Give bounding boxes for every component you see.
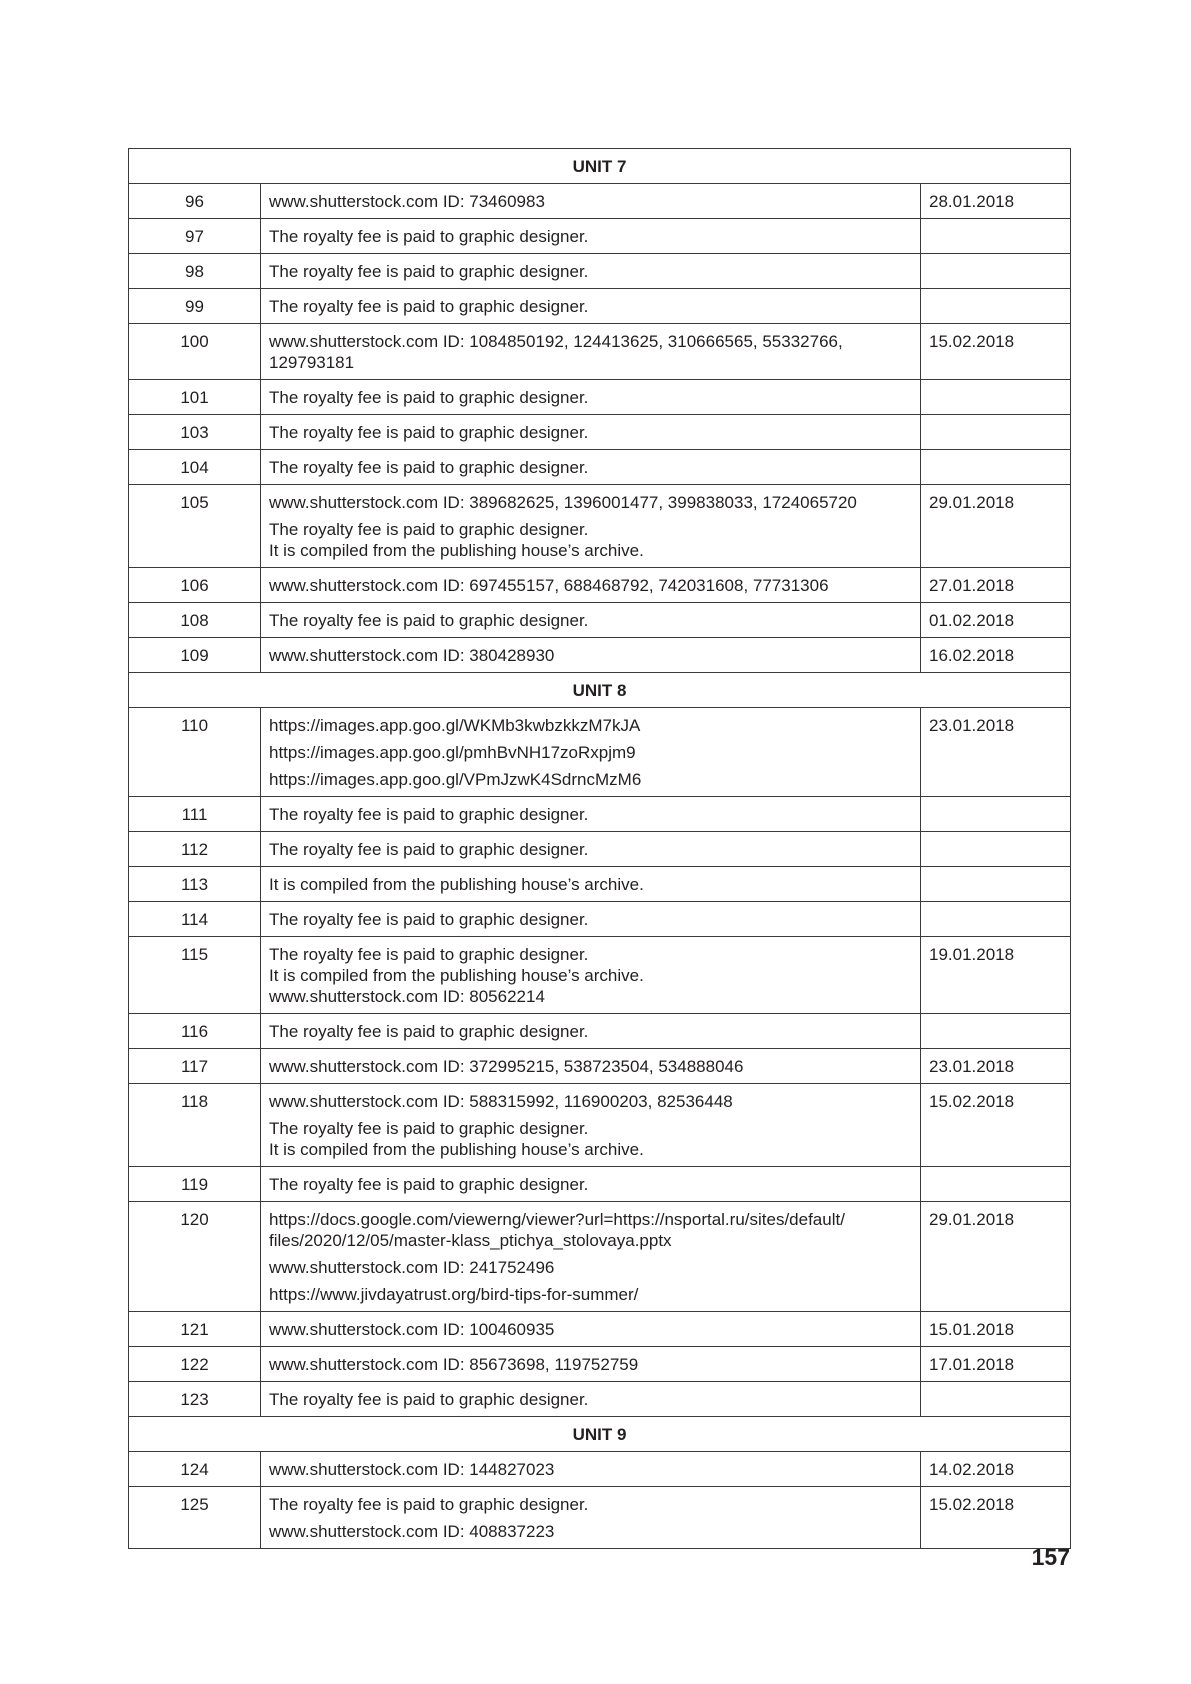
source-cell — [261, 1452, 921, 1487]
access-date — [921, 289, 1071, 324]
illustration-number: 96 — [129, 184, 261, 219]
illustration-number: 112 — [129, 832, 261, 867]
source-cell — [261, 832, 921, 867]
table-row — [129, 1084, 1071, 1167]
table-row — [129, 708, 1071, 797]
source-cell — [261, 1487, 921, 1549]
source-cell — [261, 708, 921, 797]
source-cell — [261, 1202, 921, 1312]
illustration-number: 113 — [129, 867, 261, 902]
access-date — [921, 380, 1071, 415]
source-line: The royalty fee is paid to graphic designer. — [269, 227, 589, 246]
access-date: 28.01.2018 — [921, 184, 1071, 219]
source-line: www.shutterstock.com ID: 85673698, 119752759 — [269, 1355, 639, 1374]
unit-heading-row — [129, 149, 1071, 184]
source-line: The royalty fee is paid to graphic designer. — [269, 945, 589, 964]
source-line: It is compiled from the publishing house’s archive. — [269, 541, 644, 560]
source-line: www.shutterstock.com ID: 80562214 — [269, 987, 545, 1006]
access-date: 15.01.2018 — [921, 1312, 1071, 1347]
access-date: 16.02.2018 — [921, 638, 1071, 673]
source-line: https://docs.google.com/viewerng/viewer?url=https://nsportal.ru/sites/default/ — [269, 1210, 845, 1229]
source-line: www.shutterstock.com ID: 389682625, 1396001477, 399838033, 1724065720 — [269, 493, 857, 512]
source-line: https://images.app.goo.gl/pmhBvNH17zoRxpjm9 — [269, 743, 636, 762]
source-cell — [261, 568, 921, 603]
source-line: files/2020/12/05/master-klass_ptichya_stolovaya.pptx — [269, 1231, 672, 1250]
source-cell — [261, 184, 921, 219]
table-row — [129, 1382, 1071, 1417]
illustration-number: 111 — [129, 797, 261, 832]
table-row — [129, 1312, 1071, 1347]
access-date: 23.01.2018 — [921, 1049, 1071, 1084]
source-line: The royalty fee is paid to graphic designer. — [269, 458, 589, 477]
access-date — [921, 832, 1071, 867]
access-date: 15.02.2018 — [921, 1084, 1071, 1167]
table-row — [129, 937, 1071, 1014]
table-row — [129, 638, 1071, 673]
illustration-number: 124 — [129, 1452, 261, 1487]
source-line: It is compiled from the publishing house’s archive. — [269, 875, 644, 894]
table-row — [129, 485, 1071, 568]
unit-heading: UNIT 8 — [129, 673, 1071, 708]
source-line: www.shutterstock.com ID: 100460935 — [269, 1320, 555, 1339]
source-line: The royalty fee is paid to graphic designer. — [269, 611, 589, 630]
source-line: www.shutterstock.com ID: 1084850192, 124413625, 310666565, 55332766, — [269, 332, 843, 351]
unit-heading-row — [129, 1417, 1071, 1452]
table-row — [129, 902, 1071, 937]
source-line: The royalty fee is paid to graphic designer. — [269, 388, 589, 407]
source-cell — [261, 867, 921, 902]
access-date — [921, 1167, 1071, 1202]
illustration-number: 108 — [129, 603, 261, 638]
illustration-number: 118 — [129, 1084, 261, 1167]
access-date — [921, 254, 1071, 289]
source-cell — [261, 415, 921, 450]
table-row — [129, 1347, 1071, 1382]
illustration-number: 98 — [129, 254, 261, 289]
source-line: It is compiled from the publishing house’s archive. — [269, 966, 644, 985]
table-row — [129, 184, 1071, 219]
table-row — [129, 867, 1071, 902]
table-row — [129, 1487, 1071, 1549]
table-row — [129, 797, 1071, 832]
illustration-number: 122 — [129, 1347, 261, 1382]
source-line: The royalty fee is paid to graphic designer. — [269, 910, 589, 929]
source-cell — [261, 324, 921, 380]
source-cell — [261, 289, 921, 324]
unit-heading: UNIT 9 — [129, 1417, 1071, 1452]
illustration-number: 97 — [129, 219, 261, 254]
illustration-number: 125 — [129, 1487, 261, 1549]
source-cell — [261, 380, 921, 415]
illustration-number: 119 — [129, 1167, 261, 1202]
unit-heading: UNIT 7 — [129, 149, 1071, 184]
access-date — [921, 450, 1071, 485]
source-cell — [261, 638, 921, 673]
illustration-number: 109 — [129, 638, 261, 673]
source-line: www.shutterstock.com ID: 380428930 — [269, 646, 555, 665]
source-line: The royalty fee is paid to graphic designer. — [269, 1119, 589, 1138]
table-row — [129, 1049, 1071, 1084]
source-line: It is compiled from the publishing house’s archive. — [269, 1140, 644, 1159]
illustration-number: 99 — [129, 289, 261, 324]
source-line: www.shutterstock.com ID: 372995215, 538723504, 534888046 — [269, 1057, 744, 1076]
source-line: www.shutterstock.com ID: 408837223 — [269, 1522, 555, 1541]
illustration-number: 115 — [129, 937, 261, 1014]
source-cell — [261, 450, 921, 485]
access-date: 15.02.2018 — [921, 1487, 1071, 1549]
source-cell — [261, 1347, 921, 1382]
access-date: 14.02.2018 — [921, 1452, 1071, 1487]
illustration-number: 104 — [129, 450, 261, 485]
table-row — [129, 254, 1071, 289]
source-line: The royalty fee is paid to graphic designer. — [269, 840, 589, 859]
access-date: 17.01.2018 — [921, 1347, 1071, 1382]
source-line: The royalty fee is paid to graphic designer. — [269, 297, 589, 316]
source-line: https://www.jivdayatrust.org/bird-tips-for-summer/ — [269, 1285, 639, 1304]
access-date: 29.01.2018 — [921, 1202, 1071, 1312]
table-row — [129, 380, 1071, 415]
illustration-number: 101 — [129, 380, 261, 415]
illustration-number: 100 — [129, 324, 261, 380]
source-line: 129793181 — [269, 353, 355, 372]
access-date — [921, 415, 1071, 450]
credits-table — [128, 148, 1071, 1549]
source-cell — [261, 1014, 921, 1049]
access-date — [921, 797, 1071, 832]
access-date — [921, 1382, 1071, 1417]
illustration-number: 121 — [129, 1312, 261, 1347]
source-line: The royalty fee is paid to graphic designer. — [269, 1022, 589, 1041]
source-line: www.shutterstock.com ID: 697455157, 688468792, 742031608, 77731306 — [269, 576, 829, 595]
table-row — [129, 832, 1071, 867]
illustration-number: 117 — [129, 1049, 261, 1084]
source-cell — [261, 1049, 921, 1084]
illustration-number: 110 — [129, 708, 261, 797]
access-date — [921, 219, 1071, 254]
source-cell — [261, 219, 921, 254]
illustration-number: 123 — [129, 1382, 261, 1417]
table-row — [129, 568, 1071, 603]
access-date — [921, 902, 1071, 937]
source-line: www.shutterstock.com ID: 144827023 — [269, 1460, 555, 1479]
source-line: The royalty fee is paid to graphic designer. — [269, 423, 589, 442]
illustration-number: 105 — [129, 485, 261, 568]
table-row — [129, 1202, 1071, 1312]
source-line: The royalty fee is paid to graphic designer. — [269, 1390, 589, 1409]
access-date: 19.01.2018 — [921, 937, 1071, 1014]
source-line: The royalty fee is paid to graphic designer. — [269, 262, 589, 281]
access-date — [921, 1014, 1071, 1049]
table-row — [129, 450, 1071, 485]
source-cell — [261, 254, 921, 289]
source-cell — [261, 603, 921, 638]
table-row — [129, 603, 1071, 638]
source-cell — [261, 1084, 921, 1167]
source-cell — [261, 797, 921, 832]
source-cell — [261, 1167, 921, 1202]
source-cell — [261, 485, 921, 568]
table-row — [129, 1167, 1071, 1202]
source-line: The royalty fee is paid to graphic designer. — [269, 1175, 589, 1194]
source-line: https://images.app.goo.gl/VPmJzwK4SdrncMzM6 — [269, 770, 642, 789]
access-date: 23.01.2018 — [921, 708, 1071, 797]
table-row — [129, 289, 1071, 324]
source-cell — [261, 1312, 921, 1347]
source-line: The royalty fee is paid to graphic designer. — [269, 1495, 589, 1514]
illustration-number: 120 — [129, 1202, 261, 1312]
source-cell — [261, 902, 921, 937]
source-line: https://images.app.goo.gl/WKMb3kwbzkkzM7kJA — [269, 716, 641, 735]
illustration-number: 114 — [129, 902, 261, 937]
table-row — [129, 415, 1071, 450]
source-line: The royalty fee is paid to graphic designer. — [269, 520, 589, 539]
table-row — [129, 219, 1071, 254]
table-row — [129, 1014, 1071, 1049]
source-cell — [261, 1382, 921, 1417]
access-date: 29.01.2018 — [921, 485, 1071, 568]
access-date — [921, 867, 1071, 902]
unit-heading-row — [129, 673, 1071, 708]
access-date: 01.02.2018 — [921, 603, 1071, 638]
table-row — [129, 324, 1071, 380]
source-line: The royalty fee is paid to graphic designer. — [269, 805, 589, 824]
illustration-number: 106 — [129, 568, 261, 603]
source-line: www.shutterstock.com ID: 241752496 — [269, 1258, 555, 1277]
access-date: 27.01.2018 — [921, 568, 1071, 603]
page-number: 157 — [1031, 1544, 1070, 1570]
source-line: www.shutterstock.com ID: 73460983 — [269, 192, 545, 211]
source-line: www.shutterstock.com ID: 588315992, 116900203, 82536448 — [269, 1092, 733, 1111]
illustration-number: 116 — [129, 1014, 261, 1049]
table-row — [129, 1452, 1071, 1487]
access-date: 15.02.2018 — [921, 324, 1071, 380]
illustration-number: 103 — [129, 415, 261, 450]
source-cell — [261, 937, 921, 1014]
